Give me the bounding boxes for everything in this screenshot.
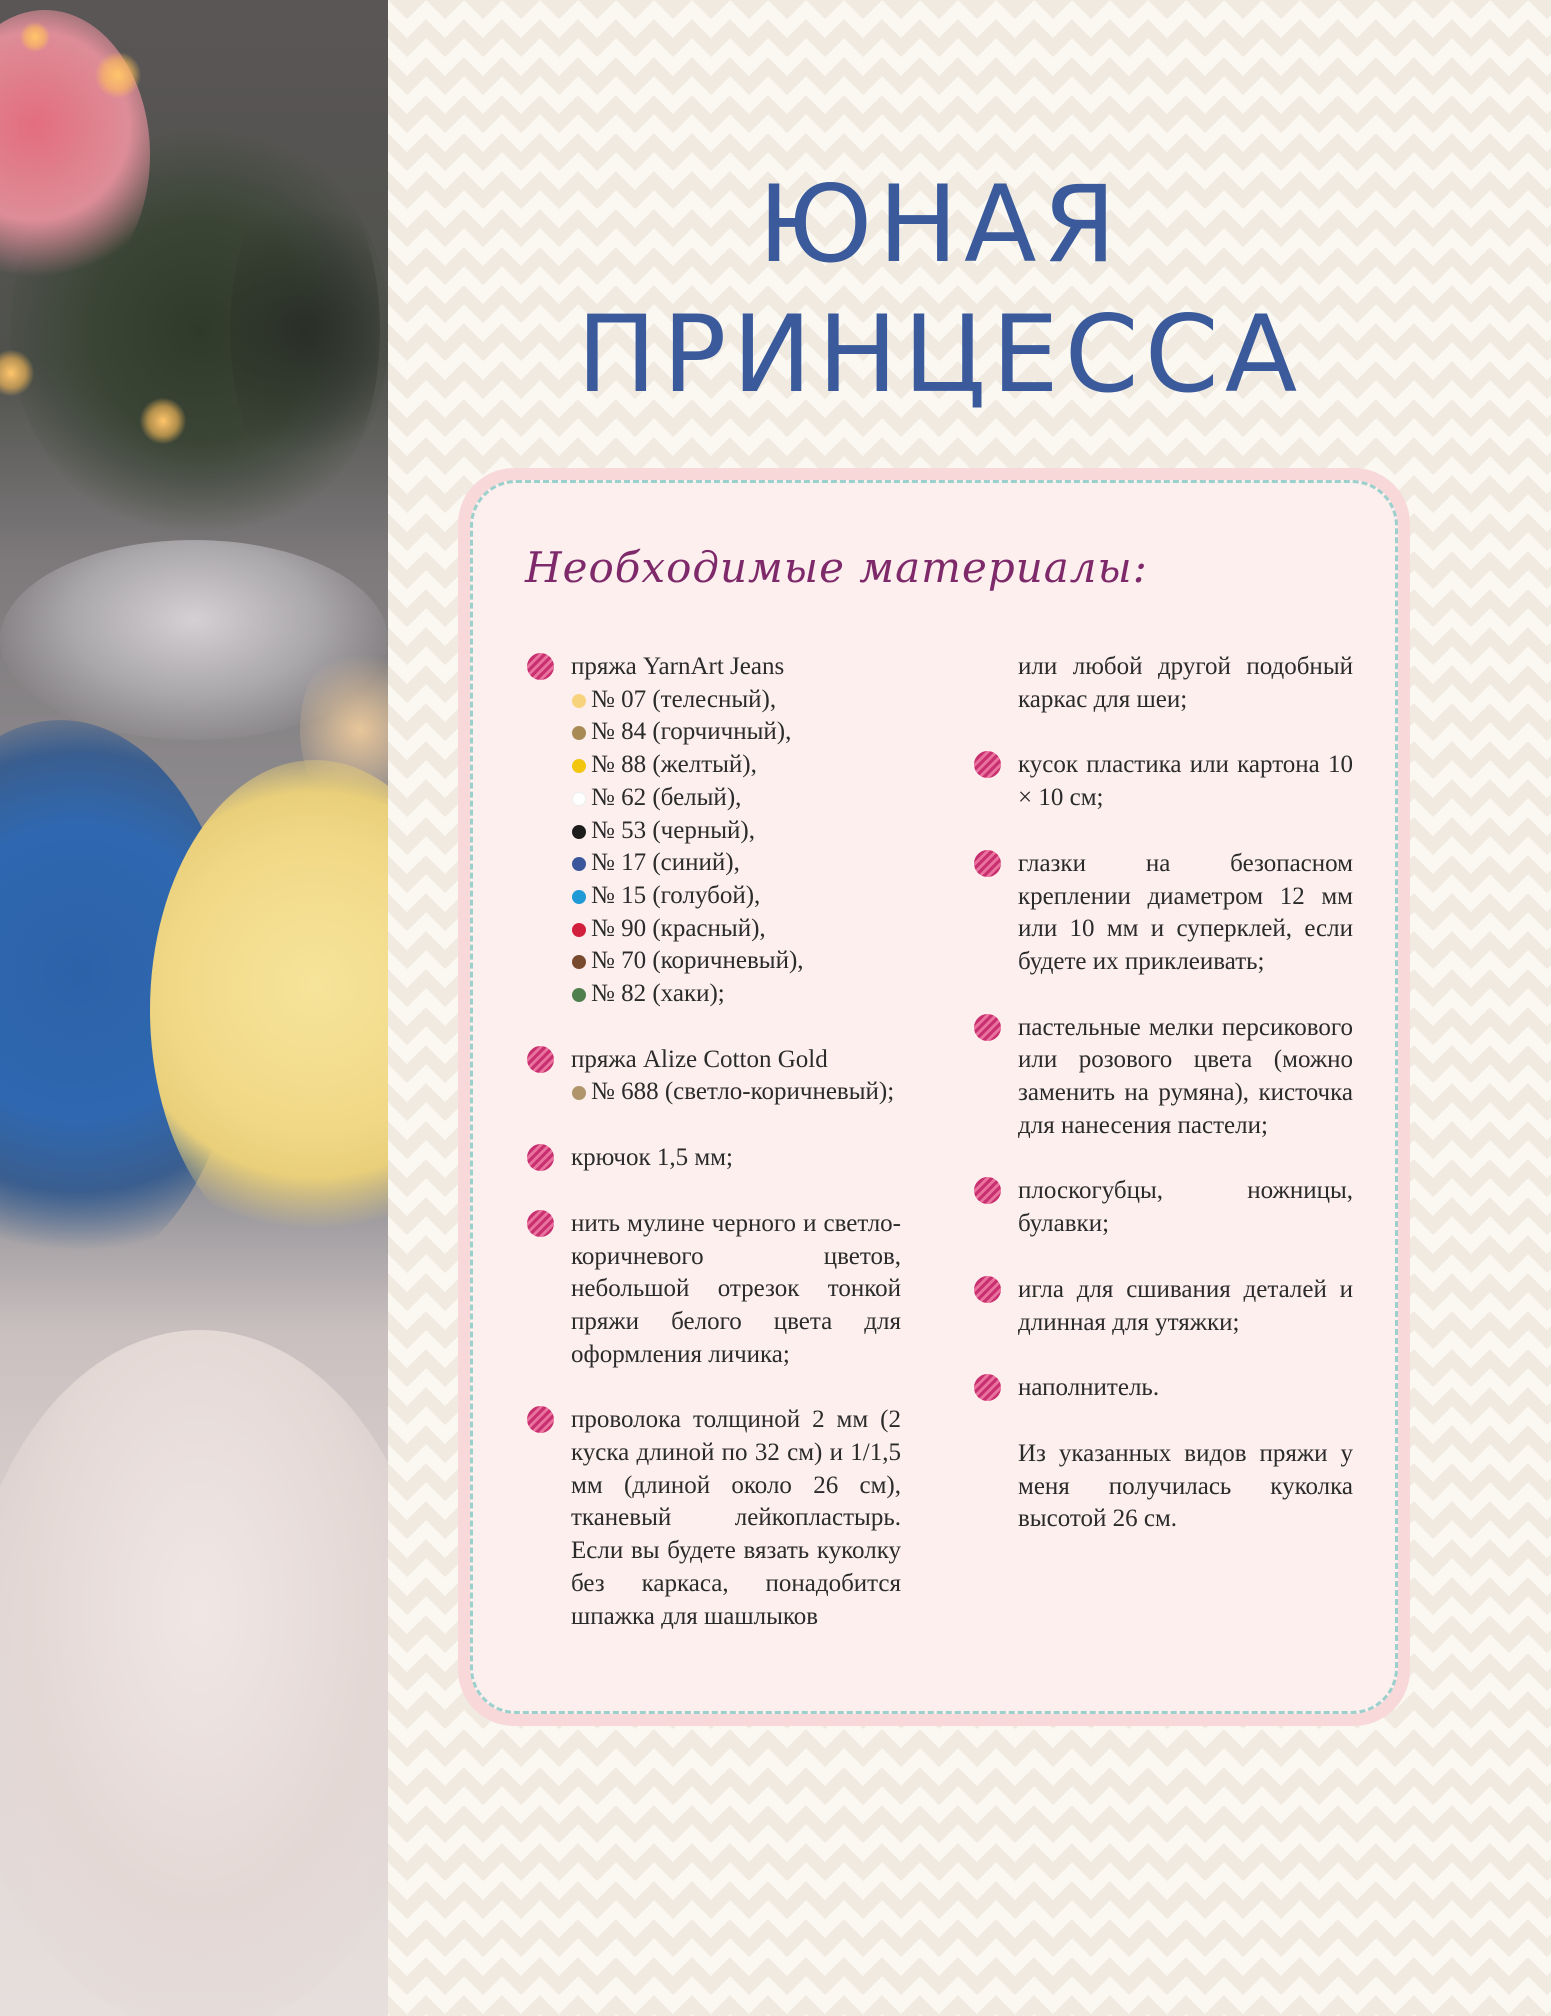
color-swatch-icon [572, 825, 586, 839]
yarn-color-label: № 17 (синий), [591, 849, 740, 877]
list-item-stuffing [1018, 1372, 1353, 1405]
button-bullet-icon [974, 1014, 1001, 1041]
photo-bokeh-light [140, 398, 186, 444]
yarn-jeans-color-list [571, 684, 901, 1011]
yarn-color-item [591, 978, 901, 1011]
materials-left-column [571, 651, 901, 1633]
button-bullet-icon [974, 751, 1001, 778]
size-note [1018, 1438, 1353, 1536]
yarn-color-item [591, 1076, 901, 1109]
button-bullet-icon [974, 1374, 1001, 1401]
list-item-plastic [1018, 749, 1353, 814]
color-swatch-icon [572, 955, 586, 969]
photo-bokeh-light [20, 22, 50, 52]
yarn-color-label: № 53 (черный), [591, 816, 755, 844]
button-bullet-icon [974, 850, 1001, 877]
page-title [560, 160, 1320, 420]
list-item-eyes [1018, 848, 1353, 979]
needle-text: игла для сшивания деталей и длинная для утяжки; [1018, 1275, 1353, 1336]
yarn-color-item [591, 815, 901, 848]
cover-photo [0, 0, 388, 2016]
button-bullet-icon [527, 1210, 554, 1237]
yarn-color-label: № 88 (желтый), [591, 751, 757, 779]
list-item-yarn-jeans [571, 651, 901, 1011]
button-bullet-icon [974, 1177, 1001, 1204]
hook-text: крючок 1,5 мм; [571, 1144, 733, 1172]
wire-continued-text: или любой другой подобный каркас для шеи; [1018, 653, 1353, 713]
materials-right-column [1018, 651, 1353, 1536]
list-item-thread [571, 1208, 901, 1372]
color-swatch-icon [572, 759, 586, 773]
color-swatch-icon [572, 923, 586, 937]
list-item-pliers [1018, 1175, 1353, 1240]
pliers-text: плоскогубцы, ножницы, булавки; [1018, 1177, 1353, 1238]
color-swatch-icon [572, 726, 586, 740]
eyes-text: глазки на безопасном креплении диаметром 12 мм или 10 мм и суперклей, если будете их приклеивать; [1018, 849, 1353, 975]
thread-text: нить мулине черного и светло-коричневого цветов, небольшой отрезок тонкой пряжи белого цвета для оформления личика; [571, 1209, 901, 1368]
list-item-hook [571, 1142, 901, 1175]
button-bullet-icon [527, 1046, 554, 1073]
yarn-color-item [591, 913, 901, 946]
list-item-needle [1018, 1274, 1353, 1339]
yarn-color-item [591, 716, 901, 749]
button-bullet-icon [527, 1144, 554, 1171]
materials-heading: Необходимые материалы: [525, 543, 1148, 592]
color-swatch-icon [572, 1086, 586, 1100]
photo-plant-shadow [230, 170, 380, 490]
yarn-color-label: № 07 (телесный), [591, 685, 777, 713]
size-note-text: Из указанных видов пряжи у меня получилась куколка высотой 26 см. [1018, 1439, 1353, 1533]
list-item-wire [571, 1404, 901, 1633]
yarn-color-item [591, 782, 901, 815]
color-swatch-icon [572, 792, 586, 806]
yarn-color-label: № 90 (красный), [591, 914, 766, 942]
button-bullet-icon [974, 1276, 1001, 1303]
stuffing-text: наполнитель. [1018, 1374, 1160, 1402]
yarn-color-item [591, 945, 901, 978]
list-item-wire-continued [1018, 651, 1353, 716]
yarn-color-label: № 15 (голубой), [591, 881, 761, 909]
photo-bokeh-light [95, 52, 141, 98]
yarn-color-label: № 62 (белый), [591, 783, 742, 811]
pastels-text: пастельные мелки персикового или розового цвета (можно заменить на румяна), кисточка для нанесения пастели; [1018, 1013, 1353, 1139]
yarn-color-item [591, 684, 901, 717]
plastic-text: кусок пластика или картона 10 × 10 см; [1018, 751, 1353, 812]
button-bullet-icon [527, 653, 554, 680]
yarn-color-item [591, 749, 901, 782]
yarn-alize-name: пряжа Alize Cotton Gold [571, 1045, 828, 1073]
yarn-color-label: № 84 (горчичный), [591, 718, 792, 746]
color-swatch-icon [572, 694, 586, 708]
button-bullet-icon [527, 1406, 554, 1433]
list-item-yarn-alize [571, 1044, 901, 1109]
color-swatch-icon [572, 890, 586, 904]
materials-card [458, 468, 1410, 1726]
list-item-pastels [1018, 1012, 1353, 1143]
photo-cloth [0, 1330, 388, 2016]
yarn-color-label: № 688 (светло-коричневый); [591, 1078, 895, 1106]
color-swatch-icon [572, 857, 586, 871]
yarn-alize-color-list [571, 1076, 901, 1109]
yarn-jeans-name: пряжа YarnArt Jeans [571, 653, 785, 680]
wire-text: проволока толщиной 2 мм (2 куска длиной по 32 см) и 1/1,5 мм (длиной около 26 см), тканевый лейкопластырь. Если вы будете вязать куколку без каркаса, понадобится шпажка для шашлыков [571, 1406, 901, 1630]
page-title-line-1: ЮНАЯ [757, 163, 1123, 286]
yarn-color-label: № 82 (хаки); [591, 980, 725, 1008]
yarn-color-label: № 70 (коричневый), [591, 947, 804, 975]
yarn-color-item [591, 847, 901, 880]
yarn-color-item [591, 880, 901, 913]
page-title-line-2: ПРИНЦЕССА [576, 293, 1304, 416]
color-swatch-icon [572, 988, 586, 1002]
materials-card-inner [470, 480, 1398, 1714]
